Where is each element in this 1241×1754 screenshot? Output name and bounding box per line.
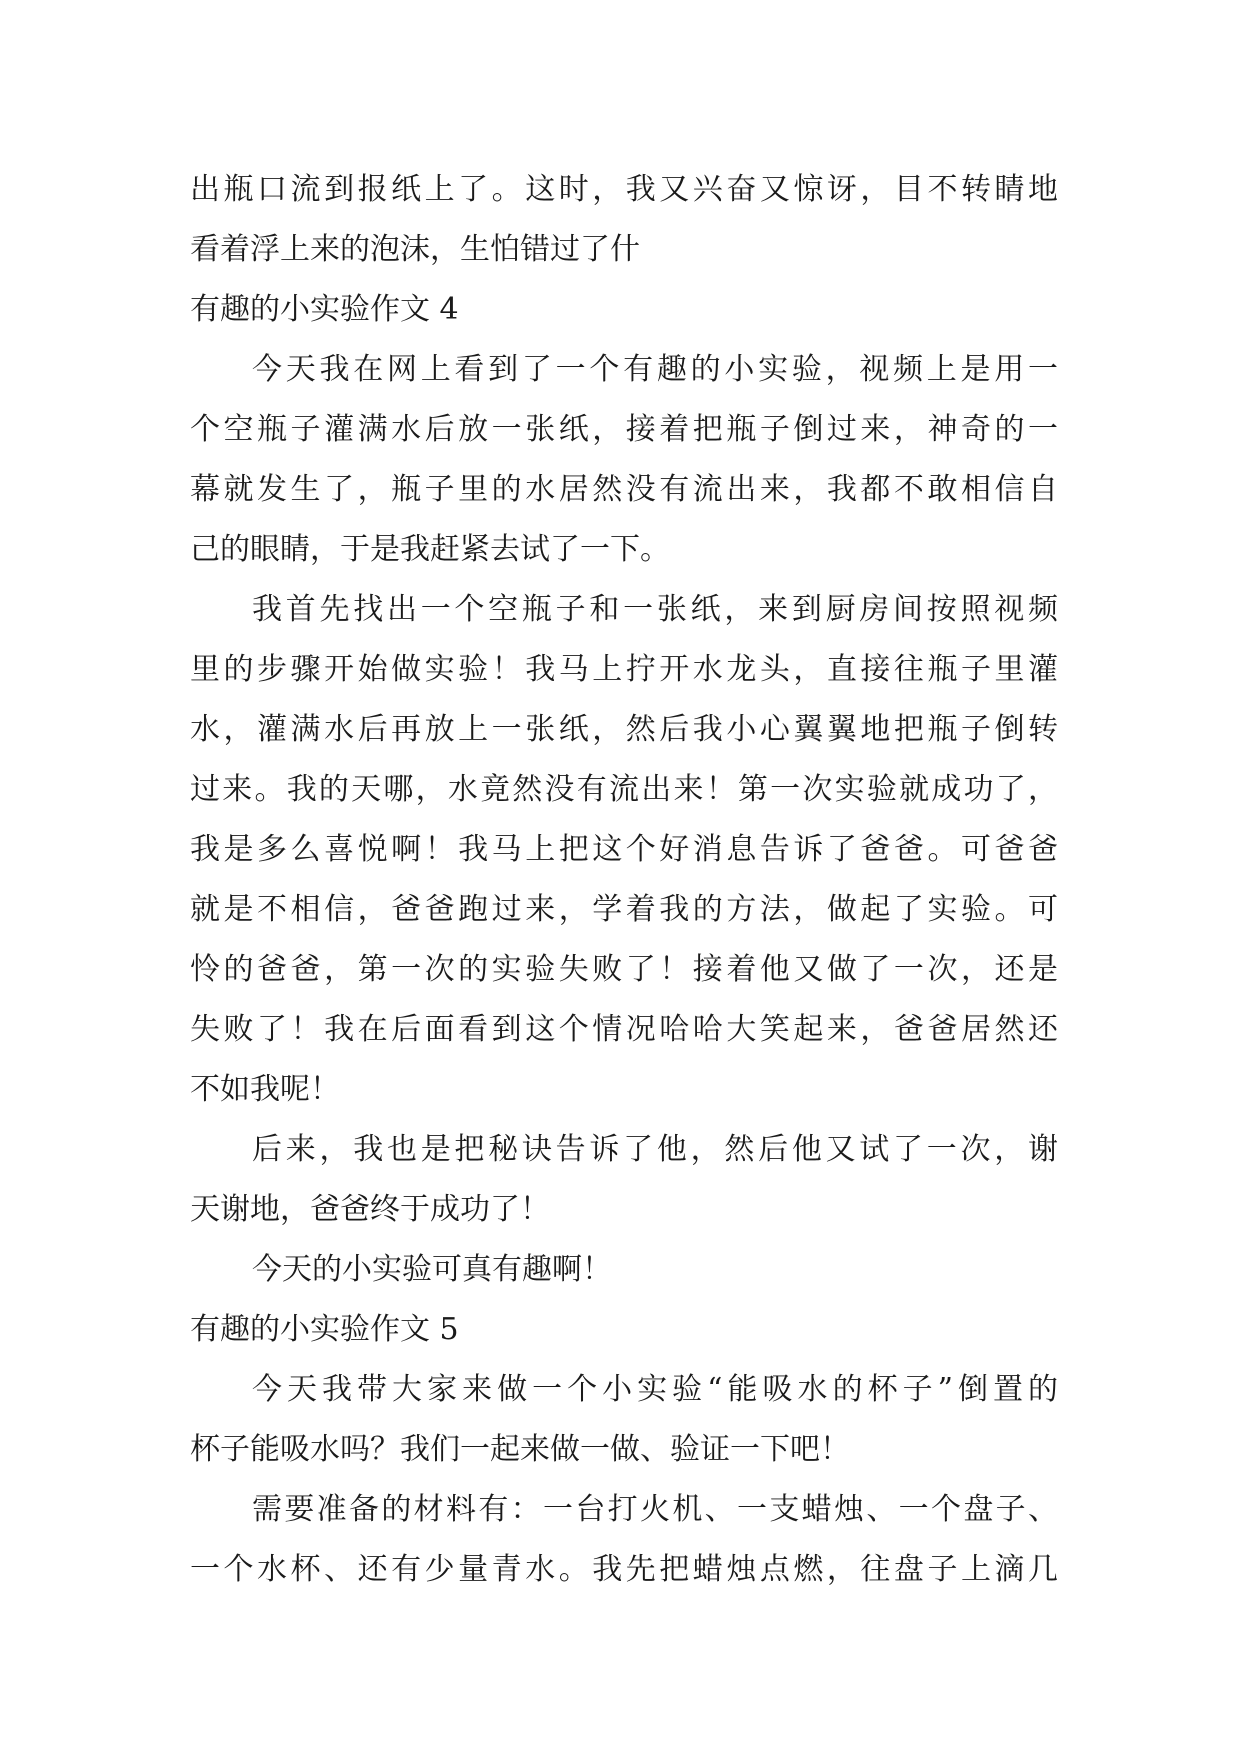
text-line: 一个水杯、还有少量青水。我先把蜡烛点燃，往盘子上滴几 — [190, 1552, 1058, 1587]
text-line: 杯子能吸水吗？我们一起来做一做、验证一下吧！ — [190, 1432, 850, 1467]
paragraph-first-line: 需要准备的材料有：一台打火机、一支蜡烛、一个盘子、 — [252, 1492, 1058, 1527]
text-line: 我是多么喜悦啊！我马上把这个好消息告诉了爸爸。可爸爸 — [190, 832, 1058, 867]
text-line: 幕就发生了，瓶子里的水居然没有流出来，我都不敢相信自 — [190, 472, 1058, 507]
text-line: 天谢地，爸爸终于成功了！ — [190, 1192, 550, 1227]
text-line: 过来。我的天哪，水竟然没有流出来！第一次实验就成功了， — [190, 772, 1058, 807]
text-line: 己的眼睛，于是我赶紧去试了一下。 — [190, 532, 670, 567]
text-line: 个空瓶子灌满水后放一张纸，接着把瓶子倒过来，神奇的一 — [190, 412, 1058, 447]
text-line: 水，灌满水后再放上一张纸，然后我小心翼翼地把瓶子倒转 — [190, 712, 1058, 747]
text-line: 失败了！我在后面看到这个情况哈哈大笑起来，爸爸居然还 — [190, 1012, 1058, 1047]
paragraph-first-line: 我首先找出一个空瓶子和一张纸，来到厨房间按照视频 — [252, 592, 1058, 627]
text-line: 不如我呢！ — [190, 1072, 340, 1107]
text-line: 就是不相信，爸爸跑过来，学着我的方法，做起了实验。可 — [190, 892, 1058, 927]
document-page — [190, 160, 1058, 1600]
paragraph-first-line: 今天我带大家来做一个小实验“能吸水的杯子”倒置的 — [252, 1372, 1058, 1407]
text-line: 出瓶口流到报纸上了。这时，我又兴奋又惊讶，目不转睛地 — [190, 172, 1058, 207]
section-heading: 有趣的小实验作文 4 — [190, 292, 459, 327]
paragraph-first-line: 今天我在网上看到了一个有趣的小实验，视频上是用一 — [252, 352, 1058, 387]
paragraph-first-line: 后来，我也是把秘诀告诉了他，然后他又试了一次，谢 — [252, 1132, 1058, 1167]
text-line: 看着浮上来的泡沫，生怕错过了什 — [190, 232, 640, 267]
text-line: 怜的爸爸，第一次的实验失败了！接着他又做了一次，还是 — [190, 952, 1058, 987]
text-line: 里的步骤开始做实验！我马上拧开水龙头，直接往瓶子里灌 — [190, 652, 1058, 687]
paragraph-first-line: 今天的小实验可真有趣啊！ — [252, 1252, 612, 1287]
section-heading: 有趣的小实验作文 5 — [190, 1312, 459, 1347]
